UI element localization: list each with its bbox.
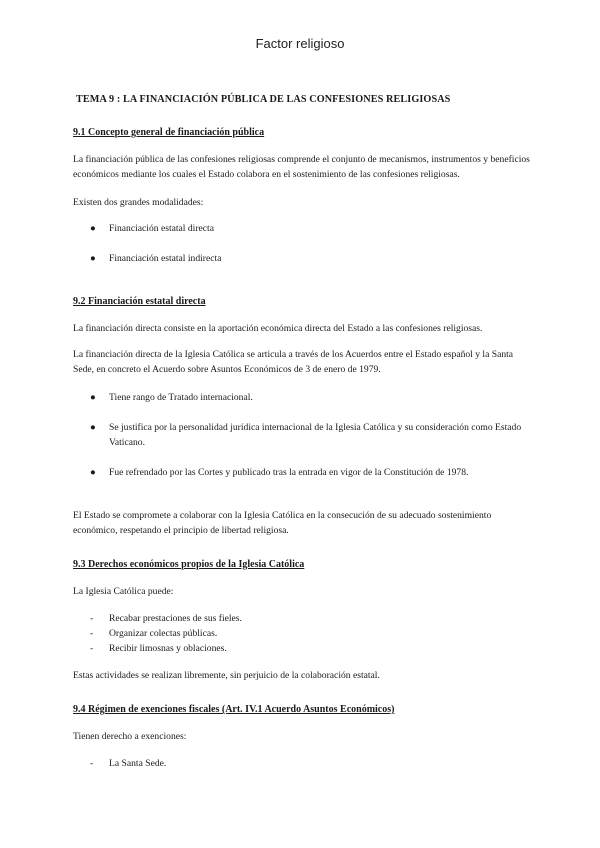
- list-item-text: Se justifica por la personalidad jurídica internacional de la Iglesia Católica y su consideración como Estado Vaticano.: [109, 422, 522, 448]
- dash-marker: -: [90, 613, 94, 624]
- bullet-marker: ●: [90, 223, 96, 234]
- dash-marker: -: [90, 643, 94, 654]
- section-9-4-heading: 9.4 Régimen de exenciones fiscales (Art. IV.1 Acuerdo Asuntos Económicos): [73, 704, 395, 715]
- section-9-3-heading: 9.3 Derechos económicos propios de la Iglesia Católica: [73, 559, 305, 570]
- list-item-text: Recibir limosnas y oblaciones.: [109, 643, 227, 654]
- list-item: [92, 251, 522, 266]
- list-item-text: Organizar colectas públicas.: [109, 628, 218, 639]
- list-item: [92, 465, 522, 480]
- section-9-1-heading: 9.1 Concepto general de financiación pública: [73, 127, 265, 138]
- list-item-text: Tiene rango de Tratado internacional.: [109, 392, 253, 403]
- section-9-2-paragraph-3: El Estado se compromete a colaborar con la Iglesia Católica en la consecución de su adecuado sostenimiento económico, respetando el principio de libertad religiosa.: [73, 510, 492, 536]
- list-item-text: Recabar prestaciones de sus fieles.: [109, 613, 242, 624]
- list-item-text: Financiación estatal indirecta: [109, 253, 222, 264]
- dash-marker: -: [90, 628, 94, 639]
- list-item: [92, 420, 522, 450]
- section-9-3-paragraph-1: La Iglesia Católica puede:: [73, 586, 174, 597]
- section-9-1-paragraph-2: Existen dos grandes modalidades:: [73, 197, 204, 208]
- dash-marker: -: [90, 758, 94, 769]
- list-item: [92, 611, 522, 626]
- bullet-marker: ●: [90, 253, 96, 264]
- page-header: Factor religioso: [255, 36, 345, 51]
- bullet-marker: ●: [90, 422, 96, 433]
- list-item-text: Financiación estatal directa: [109, 223, 214, 234]
- list-item: [92, 221, 522, 236]
- list-item: [92, 756, 522, 771]
- section-9-2-heading: 9.2 Financiación estatal directa: [73, 296, 206, 307]
- section-9-2-paragraph-1: La financiación directa consiste en la aportación económica directa del Estado a las confesiones religiosas.: [73, 323, 483, 334]
- list-item: [92, 641, 522, 656]
- section-9-1-paragraph-1: La financiación pública de las confesiones religiosas comprende el conjunto de mecanismos, instrumentos y beneficios económicos mediante los cuales el Estado colabora en el sostenimiento de las confesiones religiosas.: [73, 154, 530, 180]
- list-item: [92, 390, 522, 405]
- list-item-text: Fue refrendado por las Cortes y publicado tras la entrada en vigor de la Constitución de 1978.: [109, 467, 469, 478]
- list-item-text: La Santa Sede.: [109, 758, 167, 769]
- bullet-marker: ●: [90, 467, 96, 478]
- section-9-2-paragraph-2: La financiación directa de la Iglesia Católica se articula a través de los Acuerdos entre el Estado español y la Santa Sede, en concreto el Acuerdo sobre Asuntos Económicos de 3 de enero de 1979.: [73, 349, 514, 375]
- tema-title: TEMA 9 : LA FINANCIACIÓN PÚBLICA DE LAS CONFESIONES RELIGIOSAS: [76, 94, 451, 105]
- bullet-marker: ●: [90, 392, 96, 403]
- section-9-3-paragraph-2: Estas actividades se realizan libremente, sin perjuicio de la colaboración estatal.: [73, 670, 380, 681]
- list-item: [92, 626, 522, 641]
- section-9-4-paragraph-1: Tienen derecho a exenciones:: [73, 731, 187, 742]
